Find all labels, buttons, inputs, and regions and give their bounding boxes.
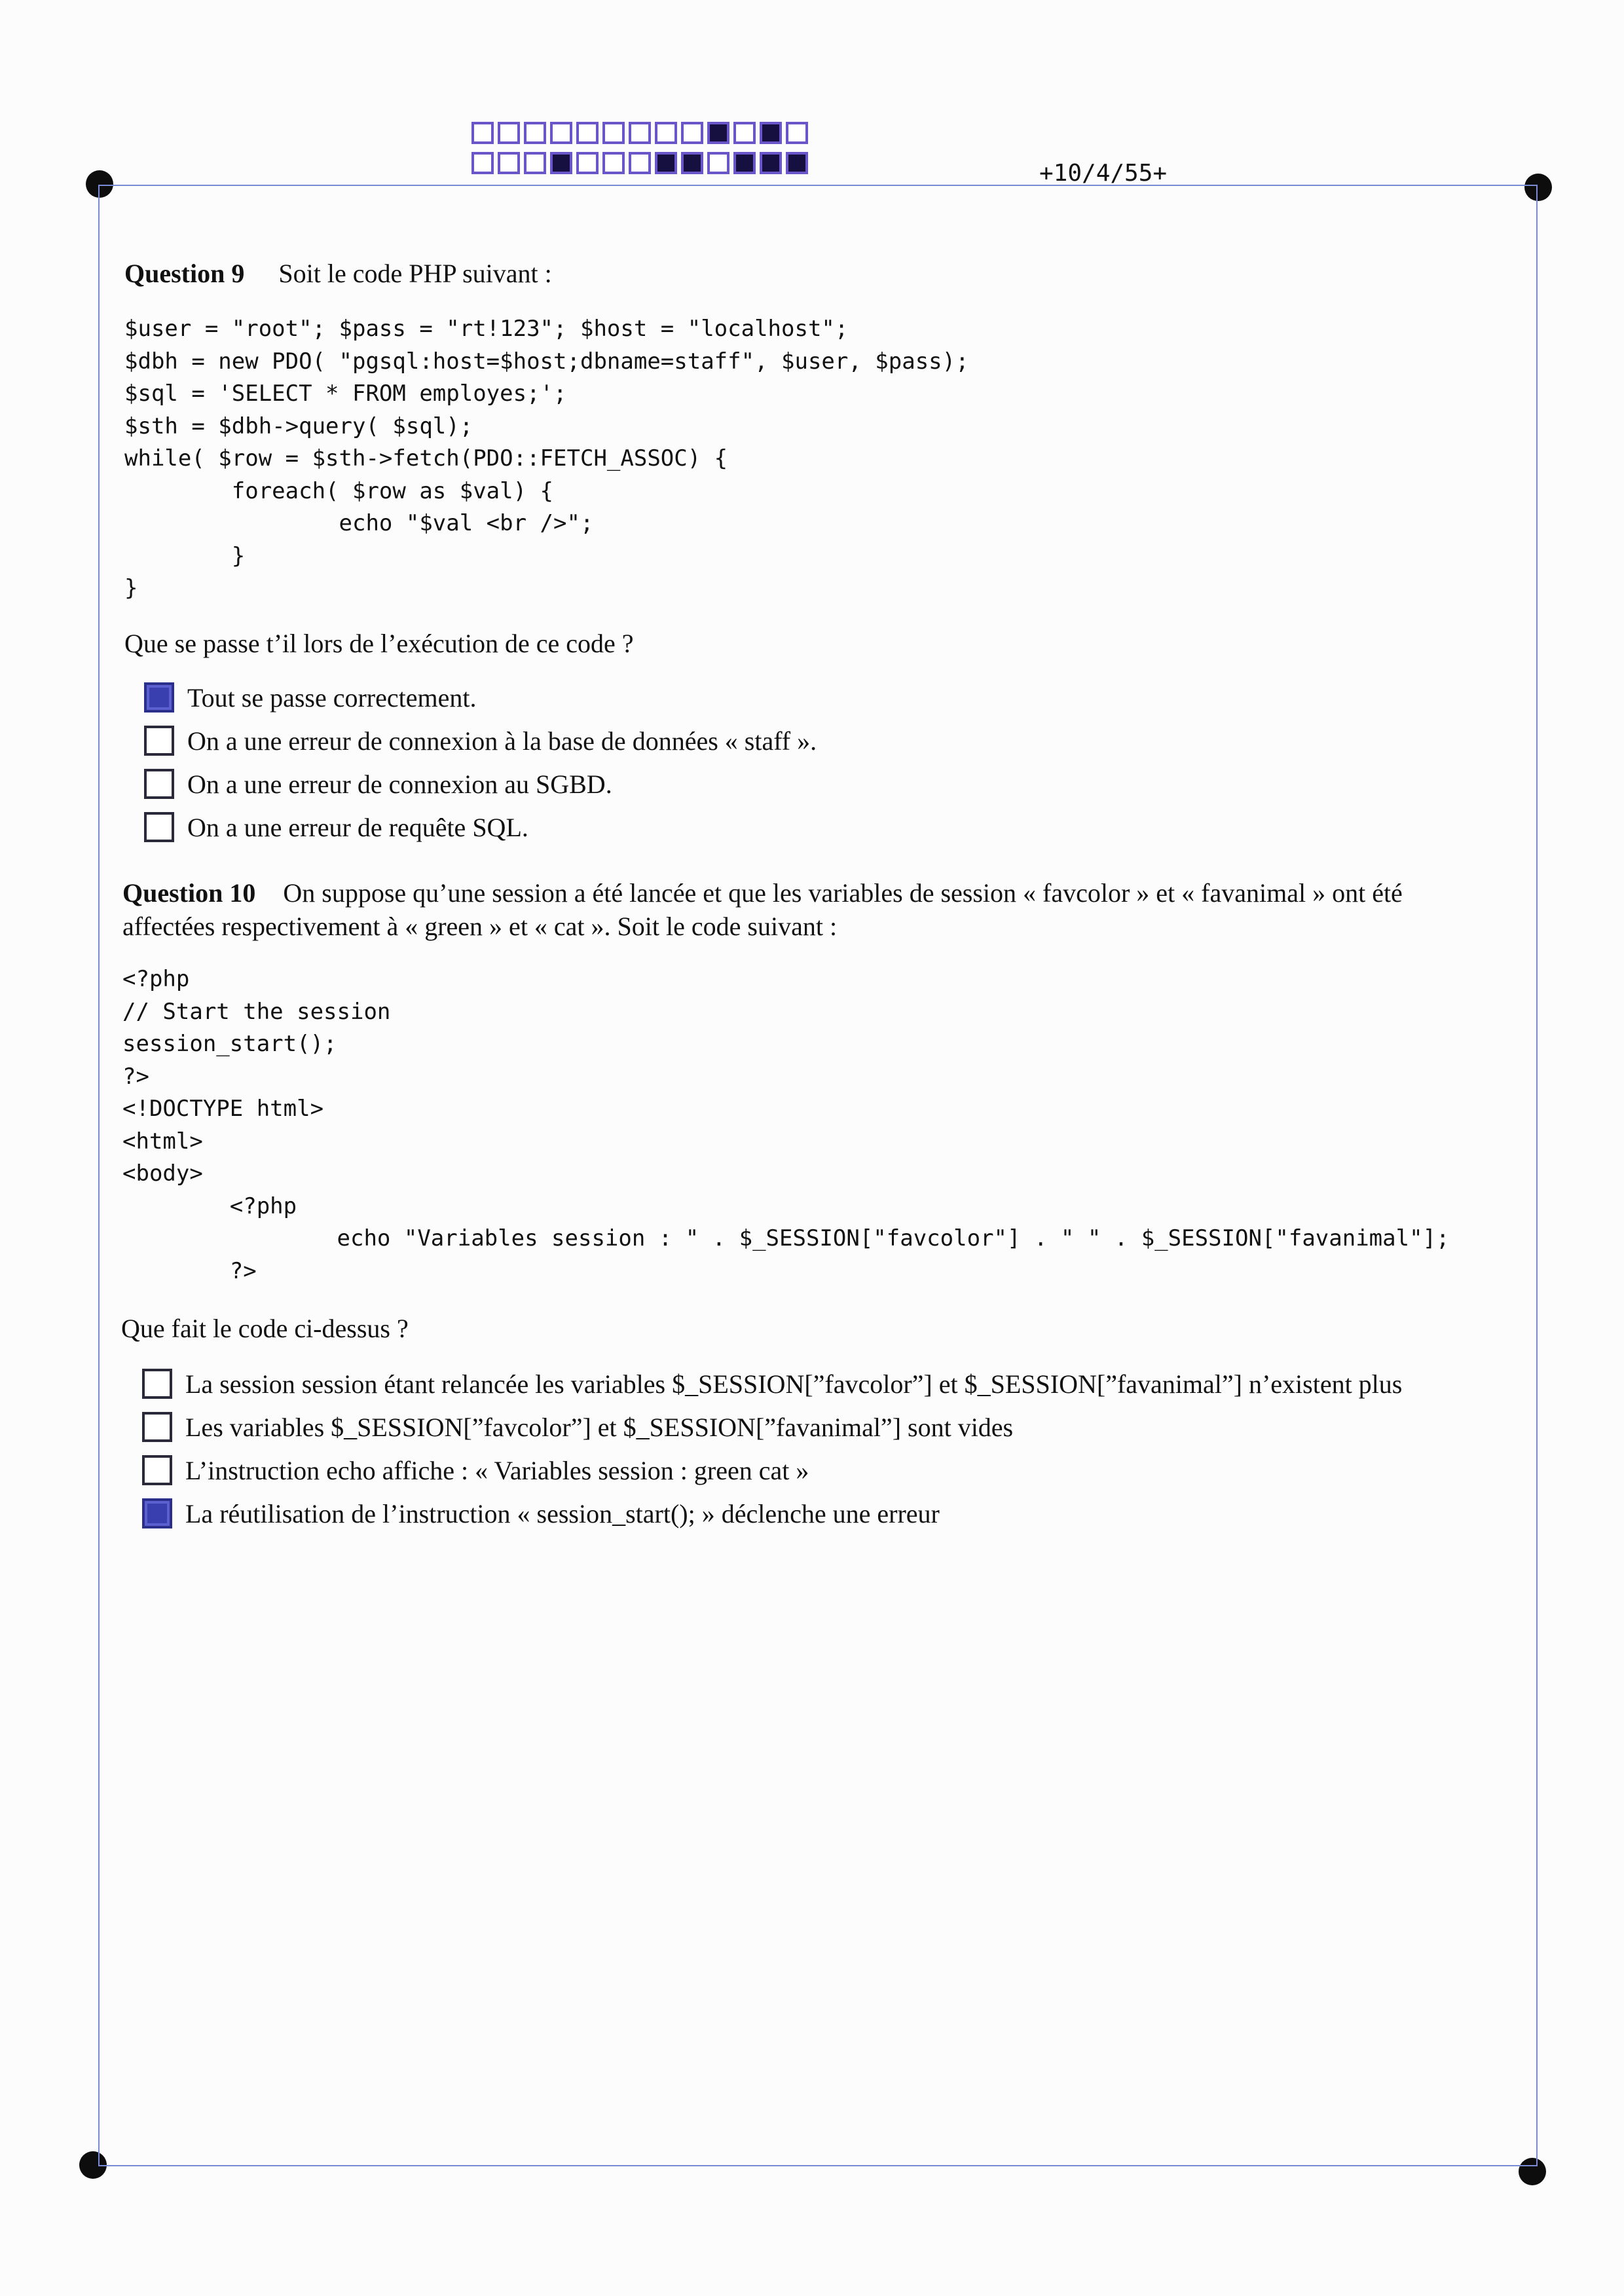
code-box bbox=[524, 152, 546, 174]
answer-option bbox=[144, 805, 817, 849]
question-9-prompt: Que se passe t’il lors de l’exécution de ce code ? bbox=[124, 629, 634, 658]
code-box bbox=[629, 122, 651, 144]
answer-checkbox[interactable] bbox=[142, 1412, 172, 1442]
code-box bbox=[655, 152, 677, 174]
answer-checkbox[interactable] bbox=[142, 1455, 172, 1485]
student-id-code bbox=[471, 122, 808, 182]
answer-option bbox=[144, 762, 817, 805]
answer-option bbox=[142, 1405, 1402, 1449]
answer-label: La réutilisation de l’instruction « session_start(); » déclenche une erreur bbox=[185, 1498, 940, 1528]
answer-label: On a une erreur de requête SQL. bbox=[187, 812, 528, 842]
question-10-intro-continued: affectées respectivement à « green » et « cat ». Soit le code suivant : bbox=[122, 912, 838, 941]
code-box bbox=[602, 152, 625, 174]
code-box bbox=[786, 152, 808, 174]
code-row bbox=[471, 152, 808, 174]
answer-option bbox=[144, 719, 817, 762]
code-box bbox=[471, 122, 494, 144]
code-box bbox=[471, 152, 494, 174]
answer-option bbox=[144, 676, 817, 719]
answer-label: La session session étant relancée les variables $_SESSION[”favcolor”] et $_SESSION[”favanimal”] n’existent plus bbox=[185, 1369, 1403, 1399]
question-label: Question 10 bbox=[122, 878, 256, 908]
code-box bbox=[707, 122, 729, 144]
code-box bbox=[707, 152, 729, 174]
question-10-code: <?php // Start the session session_start(); ?> <!DOCTYPE html> <html> <body> <?php echo "Variables session : " . $_SESSION["favcolor"] . " " . $_SESSION["favanimal"]; ?> bbox=[122, 966, 1450, 1284]
answer-label: L’instruction echo affiche : « Variables session : green cat » bbox=[185, 1455, 809, 1485]
answer-label: Tout se passe correctement. bbox=[187, 682, 477, 713]
code-box bbox=[760, 122, 782, 144]
page-identifier: +10/4/55+ bbox=[1039, 160, 1168, 187]
answer-option bbox=[142, 1492, 1402, 1535]
answer-checkbox[interactable] bbox=[144, 682, 174, 713]
answer-label: On a une erreur de connexion au SGBD. bbox=[187, 769, 612, 799]
code-box bbox=[733, 122, 756, 144]
code-box bbox=[629, 152, 651, 174]
code-box bbox=[786, 122, 808, 144]
code-box bbox=[733, 152, 756, 174]
question-10-prompt: Que fait le code ci-dessus ? bbox=[121, 1314, 409, 1343]
code-box bbox=[550, 122, 572, 144]
code-box bbox=[550, 152, 572, 174]
code-row bbox=[471, 122, 808, 144]
question-9-code: $user = "root"; $pass = "rt!123"; $host = "localhost"; $dbh = new PDO( "pgsql:host=$host;dbname=staff", $user, $pass); $sql = 'SELECT * FROM employes;'; $sth = $dbh->query( $sql); while( $row = $sth->fetch(PDO::FETCH_ASSOC) { foreach( $row as $val) { echo "$val <br />"; } } bbox=[124, 316, 969, 601]
code-box bbox=[498, 122, 520, 144]
question-10-heading bbox=[122, 878, 1403, 908]
question-label: Question 9 bbox=[124, 259, 245, 288]
code-box bbox=[760, 152, 782, 174]
answer-checkbox[interactable] bbox=[142, 1498, 172, 1528]
code-box bbox=[576, 122, 599, 144]
code-box bbox=[681, 152, 703, 174]
answer-label: Les variables $_SESSION[”favcolor”] et $_SESSION[”favanimal”] sont vides bbox=[185, 1412, 1014, 1442]
answer-label: On a une erreur de connexion à la base de données « staff ». bbox=[187, 726, 817, 756]
question-intro: Soit le code PHP suivant : bbox=[278, 259, 552, 288]
question-9-heading bbox=[124, 258, 552, 289]
code-box bbox=[655, 122, 677, 144]
code-box bbox=[681, 122, 703, 144]
answer-option bbox=[142, 1362, 1402, 1405]
code-box bbox=[524, 122, 546, 144]
answer-checkbox[interactable] bbox=[144, 769, 174, 799]
code-box bbox=[576, 152, 599, 174]
code-box bbox=[602, 122, 625, 144]
answer-checkbox[interactable] bbox=[144, 726, 174, 756]
code-box bbox=[498, 152, 520, 174]
answer-checkbox[interactable] bbox=[144, 812, 174, 842]
question-intro: On suppose qu’une session a été lancée et que les variables de session « favcolor » et « favanimal » ont été bbox=[283, 878, 1403, 908]
answer-option bbox=[142, 1449, 1402, 1492]
answer-checkbox[interactable] bbox=[142, 1369, 172, 1399]
question-9-answers bbox=[144, 676, 817, 849]
question-10-answers bbox=[142, 1362, 1402, 1535]
